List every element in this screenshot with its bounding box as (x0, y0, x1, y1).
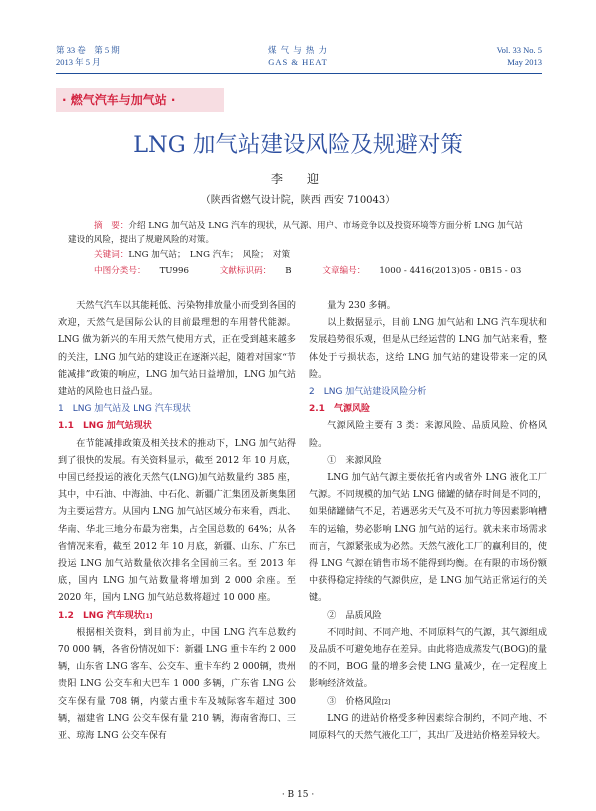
issue-date-en: May 2013 (507, 57, 542, 67)
subsection-heading-1-1: 1.1 LNG 加气站现状 (58, 421, 152, 432)
list-item-price-risk (309, 694, 547, 711)
article-number-label: 文章编号： (322, 266, 366, 276)
doc-code-label: 文献标识码： (219, 266, 272, 276)
subsection-heading-2-1: 2.1 气源风险 (309, 404, 370, 415)
intro-paragraph: 天然气汽车以其能耗低、污染物排放量小而受到各国的欢迎，天然气是国际公认的目前最理想的车用替代能源。LNG 做为新兴的车用天然气使用方式，正在受到越来越多的关注，LNG 加气站的建设正在逐渐兴起，随着对国家“节能减排”政策的响应，LNG 加气站日益增加，LNG 加气站建站的风险也日益凸显。 (58, 301, 296, 398)
volume-issue: 第 33 卷 第 5 期 (56, 45, 120, 55)
list-item-price-risk-text: ③ 价格风险 (327, 696, 382, 707)
paragraph-vehicle-cont: 量为 230 多辆。 (327, 301, 396, 311)
article-author: 李 迎 (270, 172, 325, 186)
body-column-left (58, 298, 296, 745)
article-title: LNG 加气站建设风险及规避对策 (133, 132, 463, 158)
body-column-right (309, 298, 547, 745)
section-banner (56, 88, 224, 112)
journal-header-right (497, 44, 542, 68)
abstract (68, 220, 530, 247)
paragraph-station-status: 在节能减排政策及相关技术的推动下，LNG 加气站得到了很快的发展。有关资料显示，截至 2012 年 10 月底，中国已经投运的液化天然气(LNG)加气站数量约 385 座，其中，中石油、中海油、中石化、新疆广汇集团及新奥集团为主要运营方。从国内 LNG 加气站区域分布来看，西北、华南、华北三地分布最为密集，占全国总数的 64%；从各省情况来看，截至 2012 年 10 月底，新疆、山东、广东已投运 LNG 加气站数量依次排名全国前三名。至 2013 年底，国内 LNG 加气站数量将增加到 2 000 余座。至 2020 年，国内 LNG 加气站总数将超过 10 000 座。 (58, 438, 296, 604)
paragraph-vehicle-status: 根据相关资料，到目前为止，中国 LNG 汽车总数约 70 000 辆，各省份情况如下：新疆 LNG 重卡车约 2 000 辆，山东省 LNG 客车、公交车、重卡车约 2 000辆，贵州贵阳 LNG 公交车和大巴车 1 000 多辆，广东省 LNG 公交车保有量 708 辆，内蒙古重卡车及城际客车超过 300 辆，福建省 LNG 公交车保有量 210 辆，海南省海口、三亚、琼海 LNG 公交车保有 (58, 627, 296, 742)
keywords (94, 249, 556, 263)
subsection-heading-1-2 (58, 608, 296, 625)
clc-value: TU996 (159, 266, 189, 276)
paragraph-gas-risk-types: 气源风险主要有 3 类：来源风险、品质风险、价格风险。 (309, 421, 547, 449)
clc-label: 中图分类号： (94, 266, 146, 276)
paragraph-quality-risk: 不同时间、不同产地、不同原料气的气源，其气源组成及品质不可避免地存在差异。由此将造成蒸发气(BOG)的量的不同，BOG 量的增多会使 LNG 量减少，在一定程度上影响经济效益。 (309, 627, 547, 690)
journal-name-cn: 煤 气 与 热 力 (267, 45, 328, 55)
author-affiliation: （陕西省燃气设计院，陕西 西安 710043） (200, 195, 396, 206)
page-number: · B 15 · (281, 790, 315, 800)
article-number-value: 1000 - 4416(2013)05 - 0B15 - 03 (379, 266, 522, 276)
list-item-source-risk: ① 来源风险 (327, 455, 382, 466)
volume-issue-en: Vol. 33 No. 5 (496, 45, 542, 55)
keywords-label: 关键词： (94, 250, 129, 260)
section-heading-2: 2 LNG 加气站建设风险分析 (309, 387, 427, 398)
abstract-text: 介绍 LNG 加气站及 LNG 汽车的现状，从气源、用户、市场竞争以及投资环境等方面分析 LNG 加气站建设的风险，提出了规避风险的对策。 (68, 221, 524, 245)
citation-2: [2] (381, 698, 391, 706)
citation-1: [1] (142, 612, 153, 620)
issue-date: 2013 年 5 月 (56, 57, 101, 67)
classification-line (94, 265, 556, 279)
doc-code-value: B (285, 266, 292, 276)
header-rule (56, 73, 542, 74)
subsection-heading-1-2-text: 1.2 LNG 汽车现状 (58, 610, 143, 621)
section-banner-label: · 燃气汽车与加气站 · (62, 93, 176, 107)
journal-name-en: GAS & HEAT (268, 57, 328, 67)
list-item-quality-risk: ② 品质风险 (327, 610, 382, 621)
abstract-label: 摘 要： (94, 221, 129, 231)
keywords-text: LNG 加气站； LNG 汽车； 风险； 对策 (128, 250, 291, 260)
paragraph-outlook: 以上数据显示，目前 LNG 加气站和 LNG 汽车现状和发展趋势很乐观，但是从已经运营的 LNG 加气站来看，整体处于亏损状态，这给 LNG 加气站的建设带来一定的风险。 (309, 318, 547, 380)
section-heading-1: 1 LNG 加气站及 LNG 汽车现状 (58, 404, 191, 415)
paragraph-source-risk: LNG 加气站气源主要依托省内或省外 LNG 液化工厂气源。不同规模的加气站 LNG 储罐的储存时间是不同的，如果储罐储气不足，若遇恶劣天气及不可抗力等因素影响槽车的运输，势必影响 LNG 加气站的运行。就未来市场需求而言，气源紧张成为必然。天然气液化工厂的赢利目的，使得 LNG 气源在销售市场不能得到均衡。在有限的市场份额中获得稳定持续的气源供应，是 LNG 加气站正常运行的关键。 (309, 473, 547, 604)
paragraph-price-risk: LNG 的进站价格受多种因素综合制约，不同产地、不同原料气的天然气液化工厂，其出厂及进站价格差异较大。 (309, 713, 547, 742)
